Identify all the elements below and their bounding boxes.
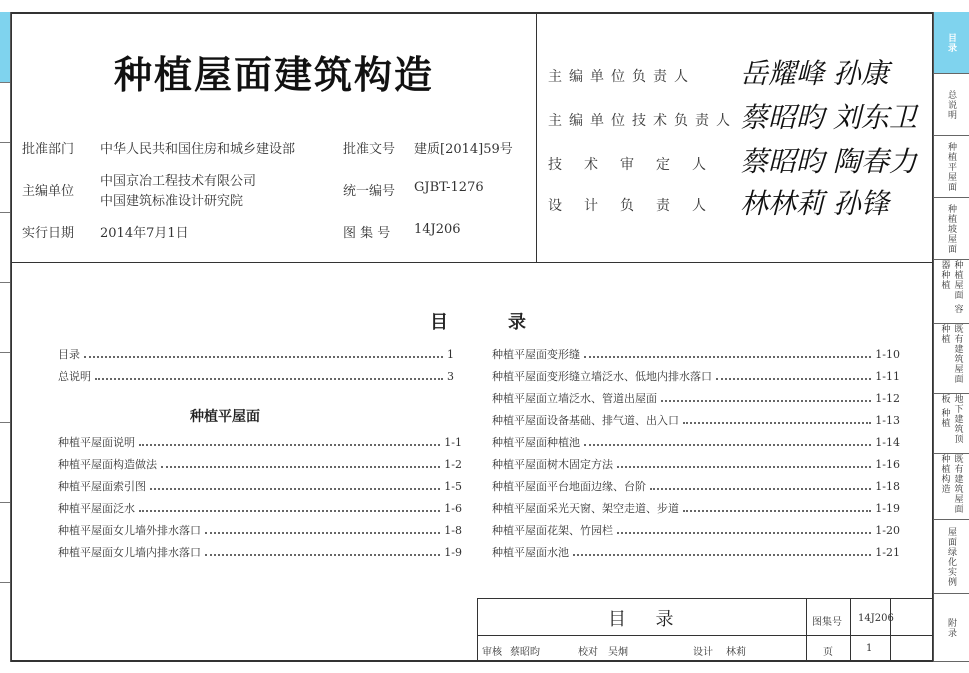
toc-text: 种植平屋面种植池 (492, 436, 580, 449)
toc-text: 种植平屋面水池 (492, 546, 569, 559)
toc-text: 种植平屋面采光天窗、架空走道、步道 (492, 502, 679, 515)
toc-page: 1-21 (875, 546, 900, 559)
toc-page: 1-5 (444, 480, 462, 493)
toc-text: 种植平屋面设备基础、排气道、出入口 (492, 414, 679, 427)
toc-row[interactable] (58, 456, 462, 472)
signature-label: 主编单位技术负责人 (548, 113, 737, 129)
title-block-divider (478, 635, 933, 636)
title-block-designer: 林莉 (726, 647, 746, 658)
editor-unit-2: 中国建筑标准设计研究院 (100, 194, 244, 209)
title-block-review-label: 审核 (482, 647, 502, 658)
title-block-vline (806, 599, 807, 661)
toc-page: 1-9 (444, 546, 462, 559)
toc-leader (661, 392, 871, 402)
tab-examples[interactable] (933, 520, 969, 594)
left-strip-cell (0, 352, 10, 423)
left-strip-cell (0, 422, 10, 503)
tab-label: 附录 (946, 617, 956, 638)
toc-page: 1-12 (875, 392, 900, 405)
toc-leader (139, 502, 440, 512)
toc-text: 总说明 (58, 370, 91, 383)
toc-page: 3 (447, 370, 454, 383)
left-strip-cell (0, 212, 10, 283)
toc-text: 种植平屋面花架、竹园栏 (492, 524, 613, 537)
toc-leader (584, 348, 871, 358)
toc-page: 1-10 (875, 348, 900, 361)
tab-label: 种植坡屋面 (946, 203, 956, 254)
toc-page: 1-16 (875, 458, 900, 471)
serial-label: 统一编号 (343, 184, 396, 199)
date-label: 实行日期 (22, 226, 75, 241)
toc-row[interactable] (492, 544, 900, 560)
signature: 岳耀峰 孙康 (740, 57, 889, 90)
toc-title-2: 录 (508, 312, 526, 333)
left-strip-cell (0, 282, 10, 353)
tab-flat-roof[interactable] (933, 136, 969, 198)
toc-leader (205, 546, 440, 556)
title-block-check-label: 校对 (578, 647, 598, 658)
toc-row[interactable] (58, 522, 462, 538)
toc-text: 种植平屋面女儿墙内排水落口 (58, 546, 201, 559)
toc-row[interactable] (492, 346, 900, 362)
tab-label: 种植屋面 容器种植 (939, 260, 963, 314)
toc-text: 种植平屋面说明 (58, 436, 135, 449)
signature: 蔡昭昀 陶春力 (740, 145, 917, 178)
tab-label: 目录 (946, 32, 956, 53)
toc-row[interactable] (492, 368, 900, 384)
tab-appendix[interactable] (933, 594, 969, 662)
toc-leader (161, 458, 440, 468)
left-strip-cell (0, 82, 10, 143)
toc-row[interactable] (492, 500, 900, 516)
signature: 林林莉 孙锋 (740, 187, 889, 220)
toc-leader (617, 524, 871, 534)
toc-text: 种植平屋面变形缝 (492, 348, 580, 361)
editor-label: 主编单位 (22, 184, 75, 199)
tab-pitched-roof[interactable] (933, 198, 969, 260)
signature-label: 技术审定人 (548, 157, 728, 173)
frame-top (10, 12, 934, 14)
toc-page: 1-2 (444, 458, 462, 471)
title-block-vline (890, 599, 891, 661)
editor-unit-1: 中国京冶工程技术有限公司 (100, 174, 257, 189)
toc-leader (683, 502, 871, 512)
title-block-design-label: 设计 (693, 647, 713, 658)
page-title: 种植屋面建筑构造 (113, 53, 434, 97)
toc-page: 1 (447, 348, 454, 361)
signature-label: 主编单位负责人 (548, 69, 695, 85)
toc-leader (617, 458, 871, 468)
toc-text: 种植平屋面立墙泛水、管道出屋面 (492, 392, 657, 405)
tab-label: 总说明 (946, 89, 956, 120)
toc-row[interactable] (492, 478, 900, 494)
toc-row[interactable] (492, 390, 900, 406)
atlas-number: 14J206 (414, 222, 461, 237)
tab-label: 种植平屋面 (946, 141, 956, 192)
approval-dept: 中华人民共和国住房和城乡建设部 (100, 142, 296, 157)
header-vertical-divider (536, 12, 537, 262)
title-block-vline (850, 599, 851, 661)
tab-label: 既有建筑屋面 种植 (939, 324, 963, 384)
toc-leader (150, 480, 440, 490)
title-block-reviewer: 蔡昭昀 (510, 647, 540, 658)
toc-text: 种植平屋面平台地面边缘、台阶 (492, 480, 646, 493)
tab-existing-construction[interactable] (933, 454, 969, 520)
tab-existing-roof[interactable] (933, 324, 969, 394)
section-tabs (933, 12, 969, 662)
approval-doc: 建质[2014]59号 (414, 142, 513, 157)
toc-row[interactable] (58, 544, 462, 560)
toc-text: 种植平屋面索引图 (58, 480, 146, 493)
toc-page: 1-19 (875, 502, 900, 515)
toc-page: 1-20 (875, 524, 900, 537)
tab-label: 既有建筑屋面 种植构造 (939, 454, 963, 514)
toc-leader (573, 546, 871, 556)
tab-contents[interactable] (933, 12, 969, 74)
atlas-label: 图 集 号 (343, 226, 391, 241)
toc-leader (205, 524, 440, 534)
left-strip-cell (0, 142, 10, 213)
signature: 蔡昭昀 刘东卫 (740, 101, 917, 134)
title-block-page-label: 页 (823, 647, 833, 658)
tab-container-planting[interactable] (933, 260, 969, 324)
signature-label: 设计负责人 (548, 198, 728, 214)
section-title: 种植平屋面 (190, 409, 260, 425)
toc-row[interactable] (58, 434, 462, 450)
title-block-atlas-label: 图集号 (812, 617, 842, 628)
toc-page: 1-8 (444, 524, 462, 537)
tab-label: 屋面绿化实例 (946, 526, 956, 587)
implement-date: 2014年7月1日 (100, 226, 189, 241)
title-block (477, 598, 933, 661)
approval-dept-label: 批准部门 (22, 142, 75, 157)
left-strip (0, 12, 11, 662)
tab-general-notes[interactable] (933, 74, 969, 136)
toc-leader (84, 348, 443, 358)
toc-row[interactable] (58, 346, 454, 362)
tab-basement-roof[interactable] (933, 394, 969, 454)
title-block-page: 1 (866, 643, 873, 654)
toc-row[interactable] (58, 478, 462, 494)
toc-title-1: 目 (430, 312, 448, 333)
toc-page: 1-13 (875, 414, 900, 427)
title-block-atlas: 14J206 (858, 613, 894, 624)
toc-text: 目录 (58, 348, 80, 361)
toc-page: 1-14 (875, 436, 900, 449)
header-divider (10, 262, 934, 263)
toc-text: 种植平屋面女儿墙外排水落口 (58, 524, 201, 537)
toc-row[interactable] (492, 456, 900, 472)
toc-row[interactable] (492, 522, 900, 538)
toc-leader (683, 414, 871, 424)
serial-number: GJBT-1276 (414, 180, 484, 195)
toc-leader (650, 480, 871, 490)
title-block-name: 目 录 (608, 609, 680, 630)
toc-page: 1-11 (875, 370, 900, 383)
toc-text: 种植平屋面树木固定方法 (492, 458, 613, 471)
toc-row[interactable] (58, 500, 462, 516)
left-strip-cell (0, 502, 10, 583)
toc-leader (95, 370, 443, 380)
approval-doc-label: 批准文号 (343, 142, 396, 157)
toc-row[interactable] (58, 368, 454, 384)
toc-row[interactable] (492, 434, 900, 450)
toc-page: 1-1 (444, 436, 462, 449)
toc-leader (139, 436, 440, 446)
toc-leader (584, 436, 871, 446)
toc-text: 种植平屋面变形缝立墙泛水、低地内排水落口 (492, 370, 712, 383)
toc-leader (716, 370, 871, 380)
toc-page: 1-6 (444, 502, 462, 515)
toc-page: 1-18 (875, 480, 900, 493)
toc-text: 种植平屋面泛水 (58, 502, 135, 515)
tab-label: 地下建筑顶板 种植 (939, 394, 963, 444)
toc-text: 种植平屋面构造做法 (58, 458, 157, 471)
left-strip-active (0, 12, 10, 83)
toc-row[interactable] (492, 412, 900, 428)
title-block-checker: 吴炯 (608, 647, 628, 658)
